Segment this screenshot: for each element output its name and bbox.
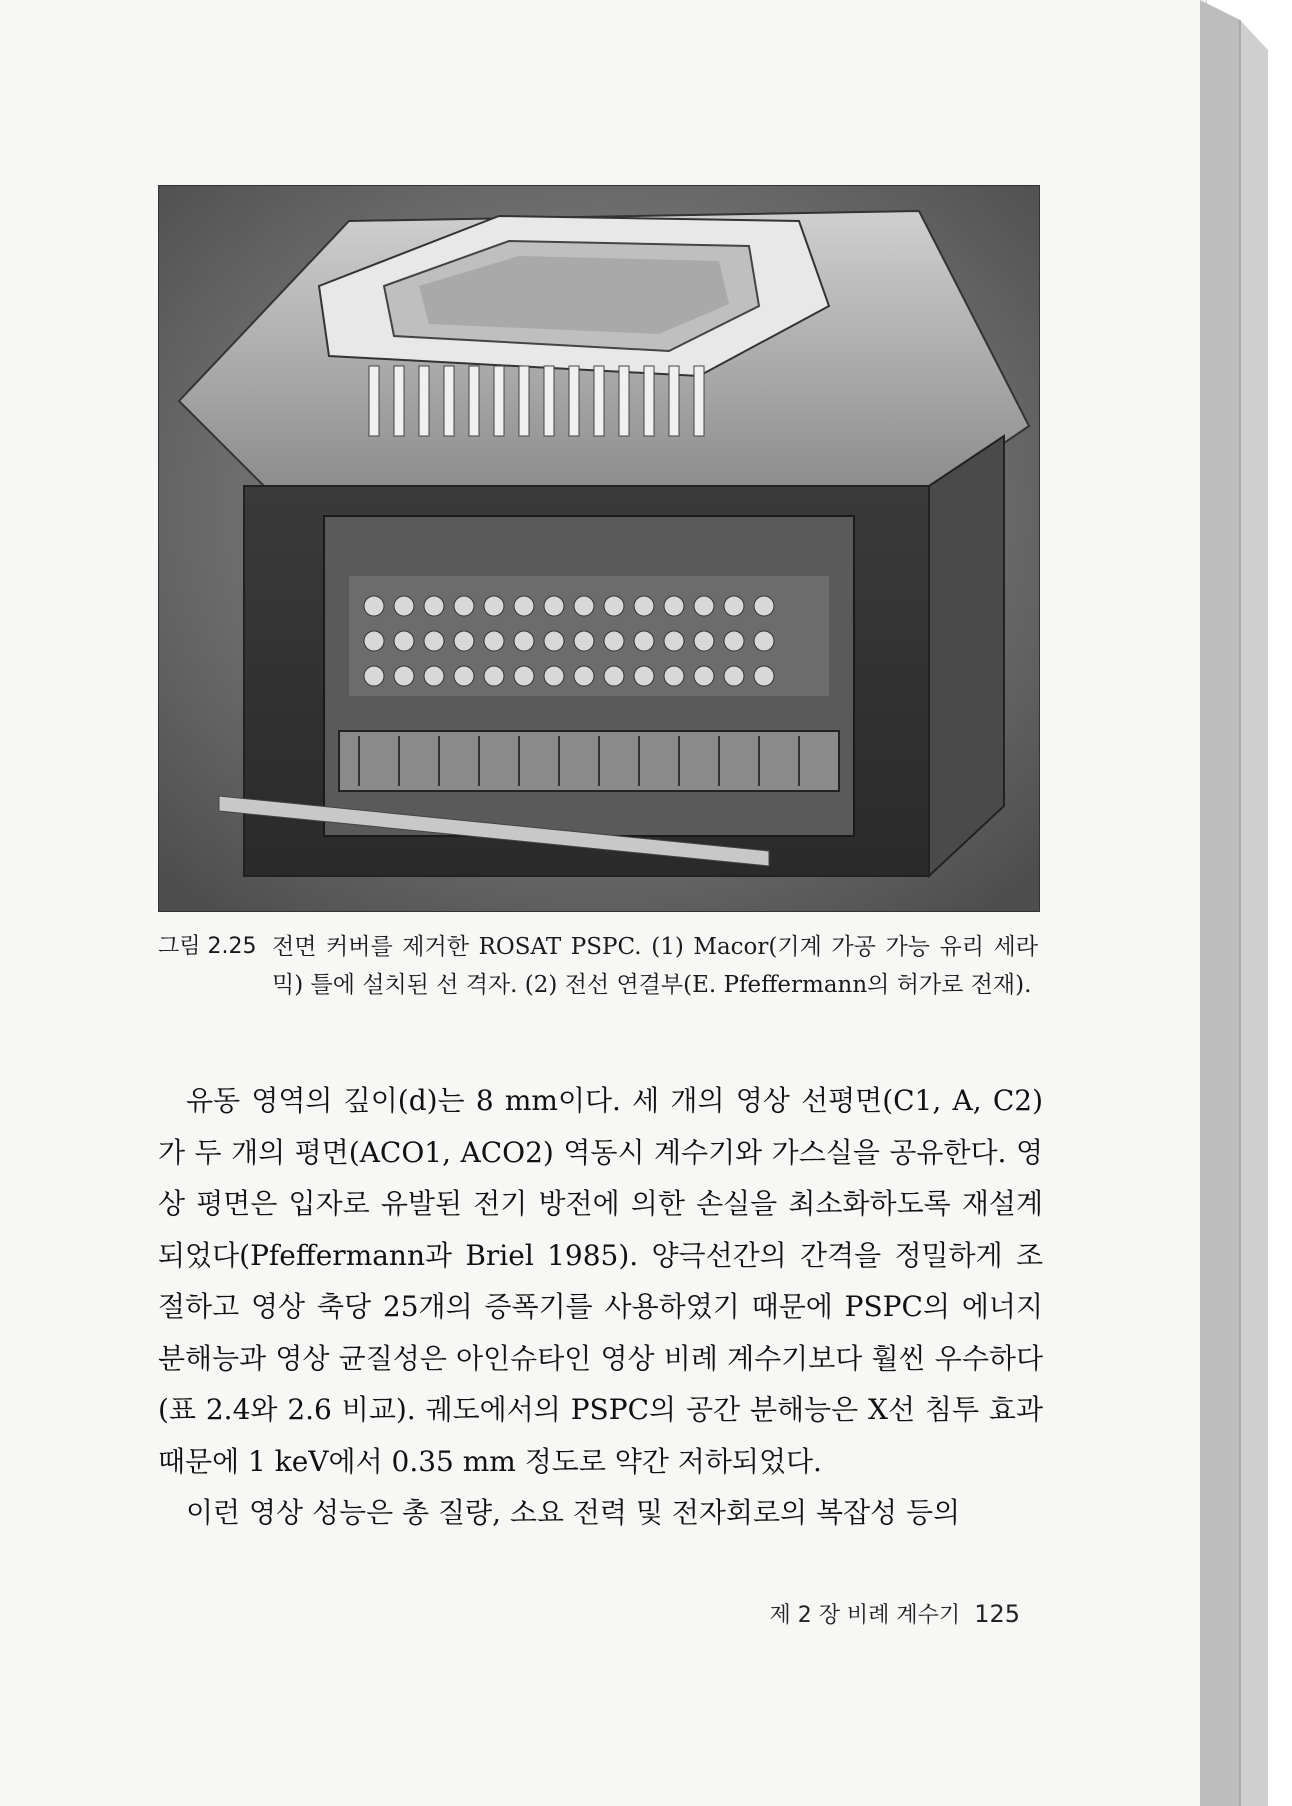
page-number: 125 bbox=[974, 1600, 1020, 1628]
paragraph: 유동 영역의 깊이(d)는 8 mm이다. 세 개의 영상 선평면(C1, A, C2)가 두 개의 평면(ACO1, ACO2) 역동시 계수기와 가스실을 공유한다. 영상 평면은 입자로 유발된 전기 방전에 의한 손실을 최소화하도록 재설계되었다(Pfeffermann과 Briel 1985). 양극선간의 간격을 정밀하게 조절하고 영상 축당 25개의 증폭기를 사용하였기 때문에 PSPC의 에너지 분해능과 영상 균질성은 아인슈타인 영상 비례 계수기보다 훨씬 우수하다(표 2.4와 2.6 비교). 궤도에서의 PSPC의 공간 분해능은 X선 침투 효과 때문에 1 keV에서 0.35 mm 정도로 약간 저하되었다. bbox=[158, 1084, 1043, 1478]
pspc-photo-illustration bbox=[159, 186, 1039, 911]
figure-caption bbox=[158, 928, 1038, 1004]
detector-photo bbox=[158, 185, 1040, 912]
body-text bbox=[158, 1075, 1043, 1539]
caption-text: 전면 커버를 제거한 ROSAT PSPC. (1) Macor(기계 가공 가능 유리 세라믹) 틀에 설치된 선 격자. (2) 전선 연결부(E. Pfeffermann의 허가로 전재). bbox=[272, 934, 1038, 998]
paragraph: 이런 영상 성능은 총 질량, 소요 전력 및 전자회로의 복잡성 등의 bbox=[186, 1496, 961, 1529]
caption-label: 그림 2.25 bbox=[158, 934, 257, 959]
book-page-edge bbox=[1200, 0, 1270, 1806]
page-footer bbox=[760, 1598, 1020, 1629]
chapter-title: 제 2 장 비례 계수기 bbox=[769, 1603, 961, 1628]
